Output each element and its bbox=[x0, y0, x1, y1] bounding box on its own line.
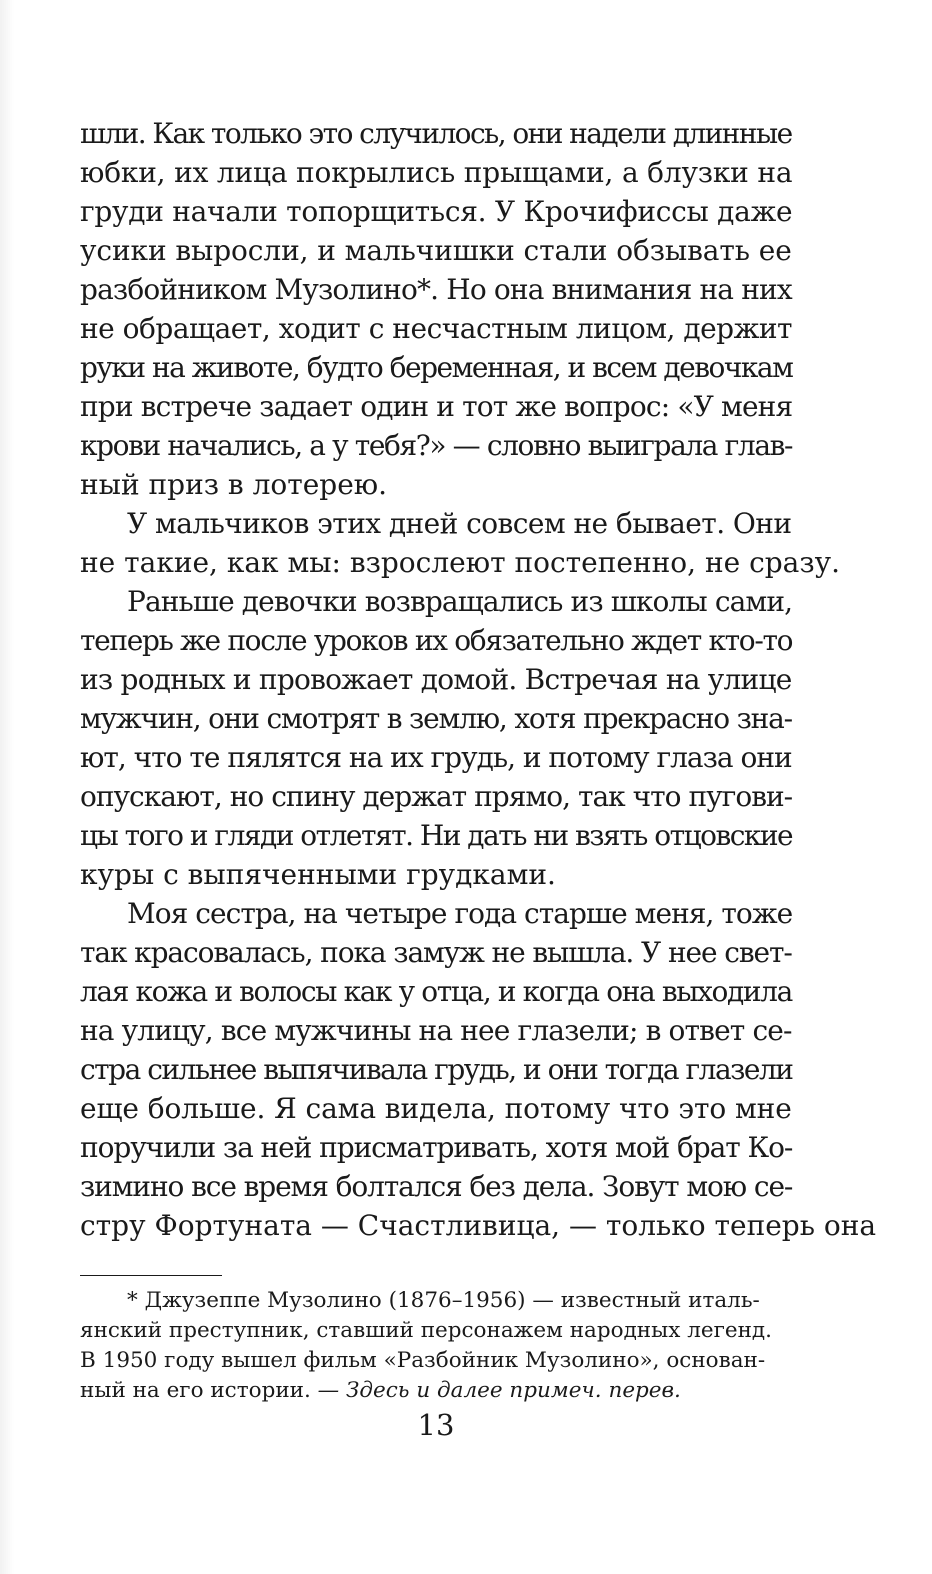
page-number: 13 bbox=[417, 1408, 455, 1442]
footnote-line: В 1950 году вышел фильм «Разбойник Музолино», основан- bbox=[80, 1348, 766, 1373]
text-line: стру Фортуната — Счастливица, — только теперь она bbox=[80, 1209, 877, 1242]
text-line: У мальчиков этих дней совсем не бывает. Они bbox=[127, 507, 792, 540]
text-line: мужчин, они смотрят в землю, хотя прекрасно зна- bbox=[80, 702, 792, 735]
text-line: цы того и гляди отлетят. Ни дать ни взять отцовские bbox=[80, 819, 793, 852]
page-edge-shadow bbox=[0, 0, 14, 1574]
translator-note: — Здесь и далее примеч. перев. bbox=[317, 1378, 681, 1403]
text-line: ный приз в лотерею. bbox=[80, 468, 388, 501]
text-line: на улицу, все мужчины на нее глазели; в ответ се- bbox=[80, 1014, 792, 1047]
text-line: усики выросли, и мальчишки стали обзывать ее bbox=[80, 234, 792, 267]
footnote bbox=[80, 1286, 792, 1406]
text-line: шли. Как только это случилось, они надели длинные bbox=[80, 117, 792, 150]
footnote-line-text: ный на его истории. bbox=[80, 1378, 311, 1403]
text-line: ют, что те пялятся на их грудь, и потому глаза они bbox=[80, 741, 792, 774]
text-line: поручили за ней присматривать, хотя мой брат Ко- bbox=[80, 1131, 793, 1164]
text-line: лая кожа и волосы как у отца, и когда она выходила bbox=[80, 975, 792, 1008]
text-line: при встрече задает один и тот же вопрос: «У меня bbox=[80, 390, 793, 423]
text-line: из родных и провожает домой. Встречая на улице bbox=[80, 663, 792, 696]
text-line: Раньше девочки возвращались из школы сами, bbox=[127, 585, 793, 618]
text-line: теперь же после уроков их обязательно ждет кто-то bbox=[80, 624, 793, 657]
text-line: крови начались, а у тебя?» — словно выиграла глав- bbox=[80, 429, 793, 462]
text-line: стра сильнее выпячивала грудь, и они тогда глазели bbox=[80, 1053, 793, 1086]
text-line: опускают, но спину держат прямо, так что пугови- bbox=[80, 780, 793, 813]
footnote-last-line bbox=[80, 1376, 792, 1406]
text-line: куры с выпяченными грудками. bbox=[80, 858, 556, 891]
text-line: руки на животе, будто беременная, и всем девочкам bbox=[80, 351, 793, 384]
text-line: груди начали топорщиться. У Крочифиссы даже bbox=[80, 195, 793, 228]
footnote-line: * Джузеппе Музолино (1876–1956) — известный италь- bbox=[127, 1288, 760, 1313]
text-line: юбки, их лица покрылись прыщами, а блузки на bbox=[80, 156, 793, 189]
footnote-divider bbox=[80, 1275, 222, 1276]
text-line: еще больше. Я сама видела, потому что это мне bbox=[80, 1092, 792, 1125]
text-line: зимино все время болтался без дела. Зовут мою се- bbox=[80, 1170, 793, 1203]
footnote-line: янский преступник, ставший персонажем народных легенд. bbox=[80, 1318, 772, 1343]
text-line: так красовалась, пока замуж не вышла. У нее свет- bbox=[80, 936, 792, 969]
text-line: не обращает, ходит с несчастным лицом, держит bbox=[80, 312, 793, 345]
text-line: Моя сестра, на четыре года старше меня, тоже bbox=[127, 897, 793, 930]
text-line: не такие, как мы: взрослеют постепенно, не сразу. bbox=[80, 546, 841, 579]
text-line: разбойником Музолино*. Но она внимания на них bbox=[80, 273, 792, 306]
body-text bbox=[80, 114, 877, 1245]
